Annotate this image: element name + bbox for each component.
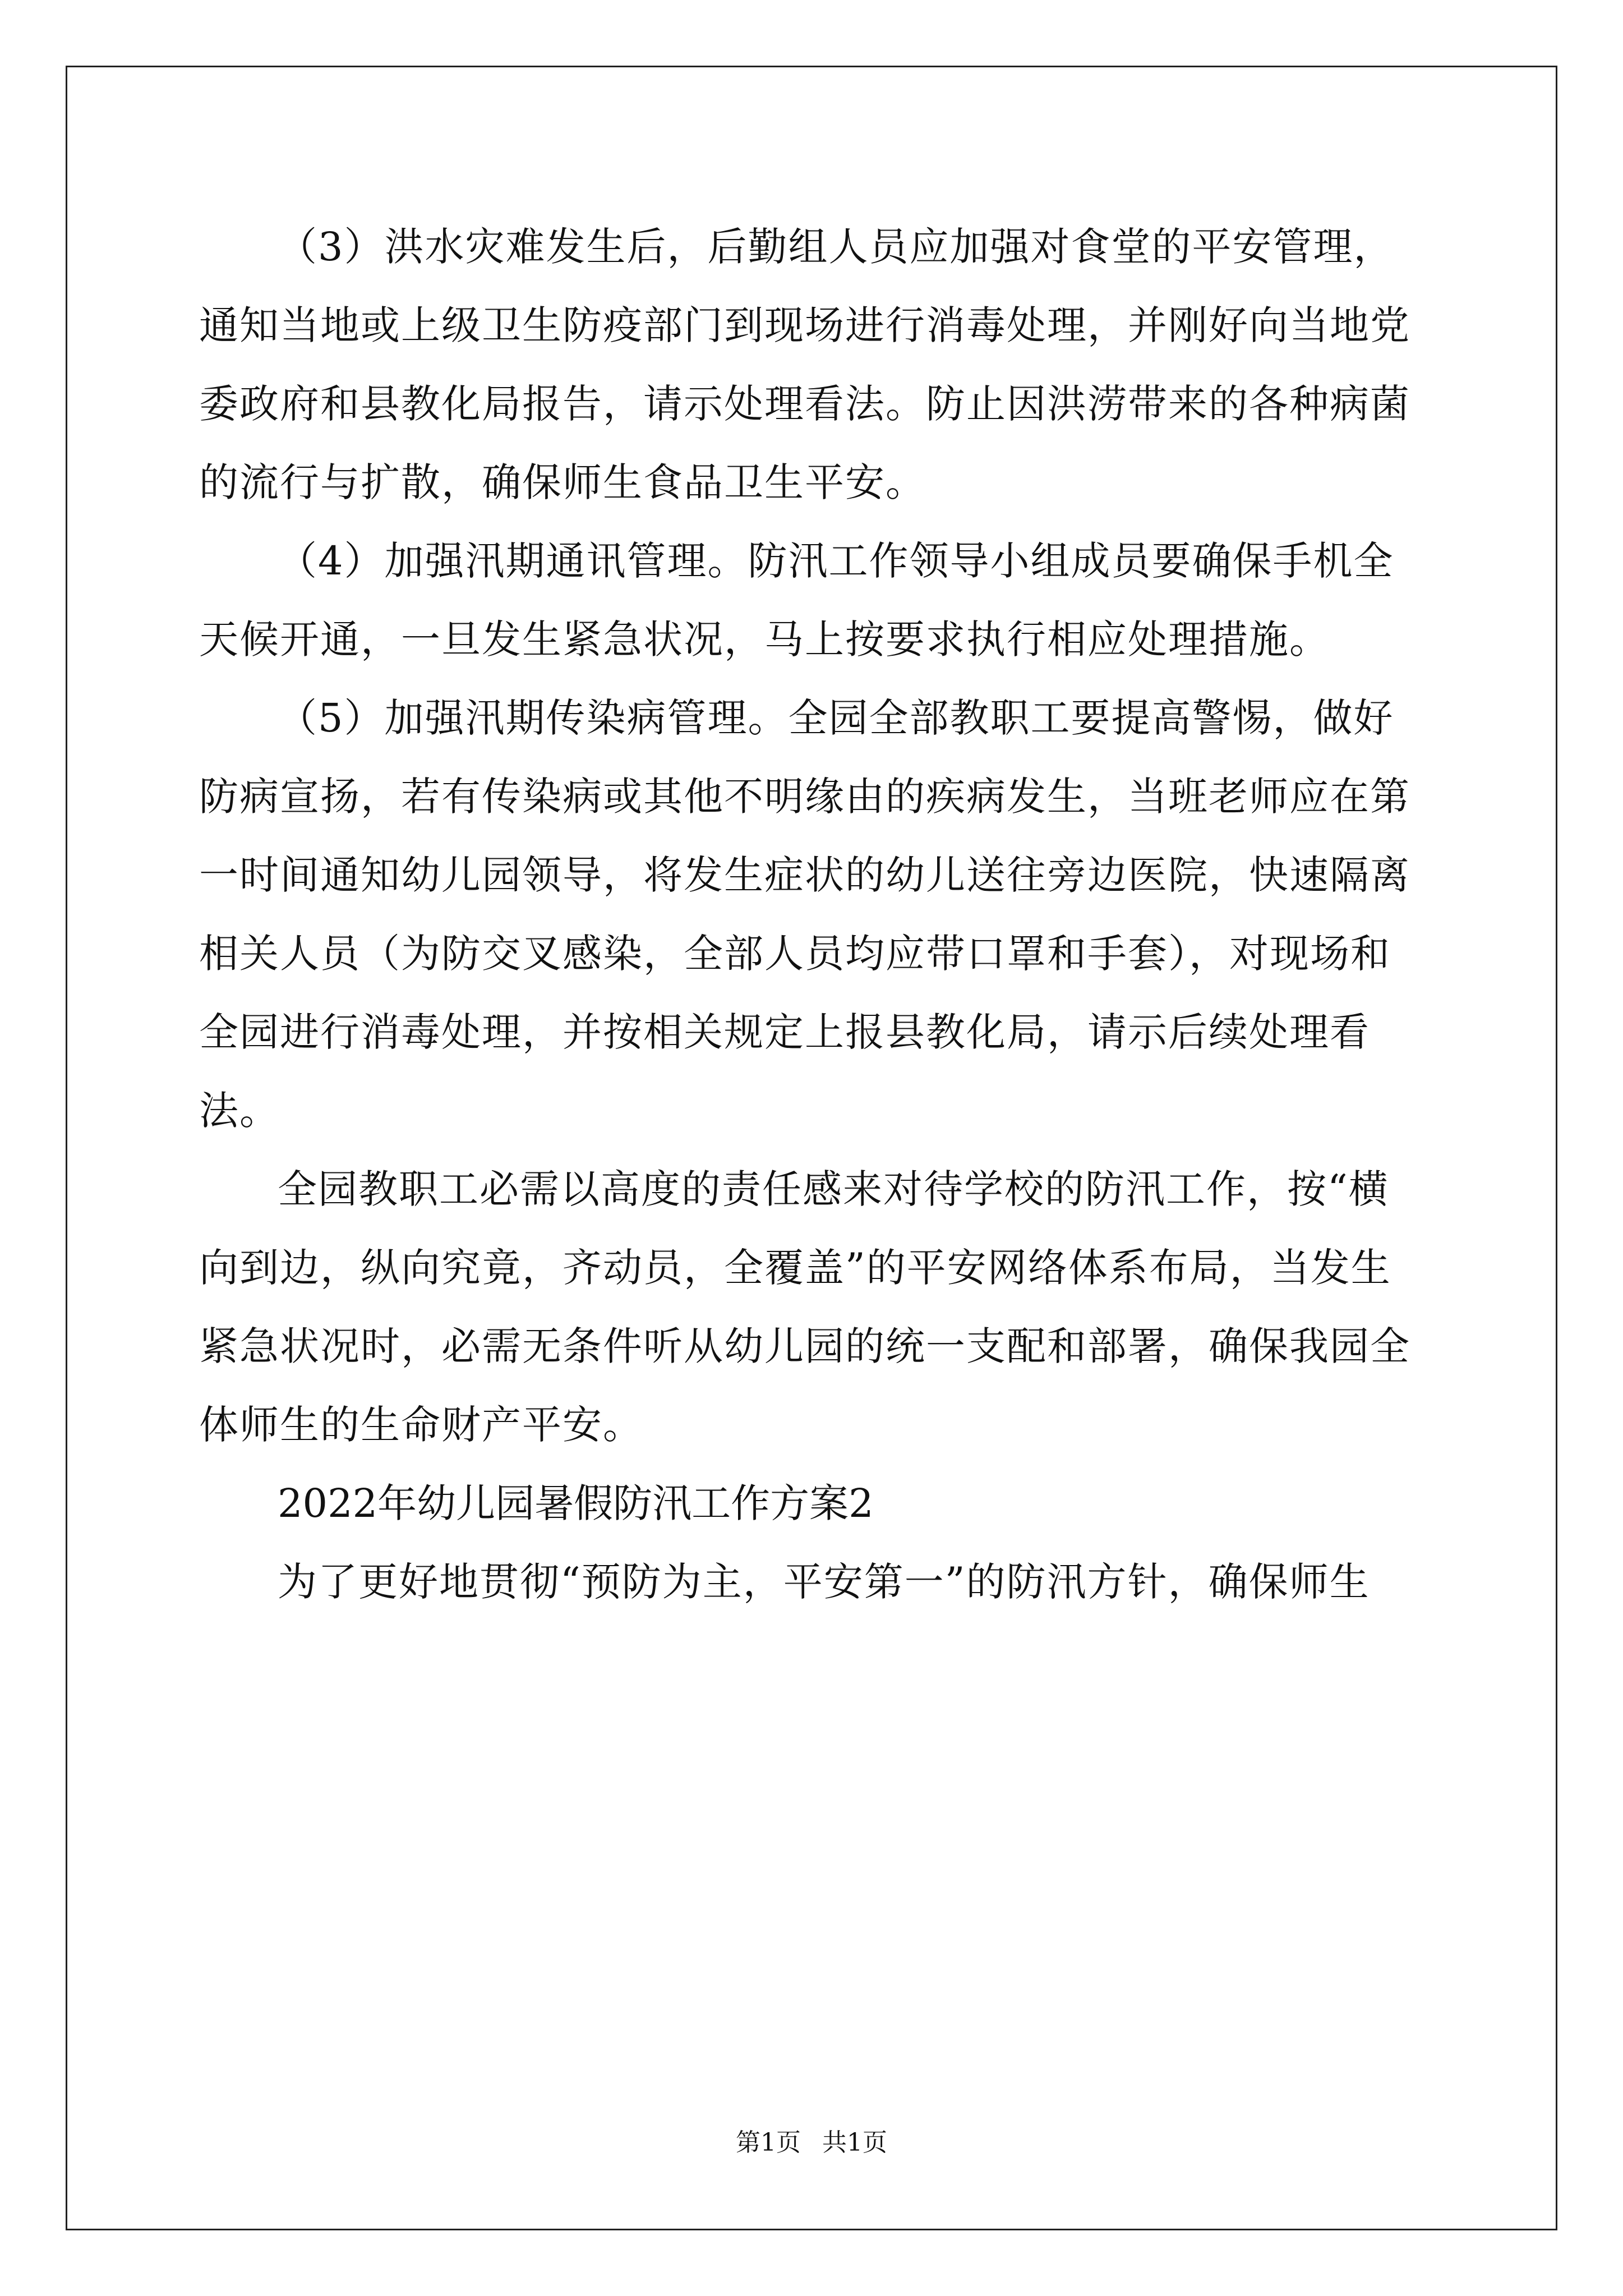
document-body <box>199 208 1419 1621</box>
page-total: 共1页 <box>822 2128 887 2157</box>
page-number: 第1页 <box>736 2128 801 2157</box>
section-heading: 2022年幼儿园暑假防汛工作方案2 <box>278 1480 874 1526</box>
page-footer <box>0 2126 1623 2160</box>
paragraph-5: （5）加强汛期传染病管理。全园全部教职工要提高警惕，做好防病宣扬，若有传染病或其他不明缘由的疾病发生，当班老师应在第一时间通知幼儿园领导，将发生症状的幼儿送往旁边医院，快速隔离相关人员（为防交叉感染，全部人员均应带口罩和手套），对现场和全园进行消毒处理，并按相关规定上报县教化局，请示后续处理看法。 <box>199 695 1410 1134</box>
paragraph-intro: 为了更好地贯彻“预防为主，平安第一”的防汛方针，确保师生 <box>278 1559 1370 1605</box>
paragraph-3: （3）洪水灾难发生后，后勤组人员应加强对食堂的平安管理，通知当地或上级卫生防疫部门到现场进行消毒处理，并刚好向当地党委政府和县教化局报告，请示处理看法。防止因洪涝带来的各种病菌的流行与扩散，确保师生食品卫生平安。 <box>199 224 1410 505</box>
paragraph-summary: 全园教职工必需以高度的责任感来对待学校的防汛工作，按“横向到边，纵向究竟，齐动员，全覆盖”的平安网络体系布局，当发生紧急状况时，必需无条件听从幼儿园的统一支配和部署，确保我园全体师生的生命财产平安。 <box>199 1166 1410 1448</box>
paragraph-4: （4）加强汛期通讯管理。防汛工作领导小组成员要确保手机全天候开通，一旦发生紧急状况，马上按要求执行相应处理措施。 <box>199 538 1394 662</box>
